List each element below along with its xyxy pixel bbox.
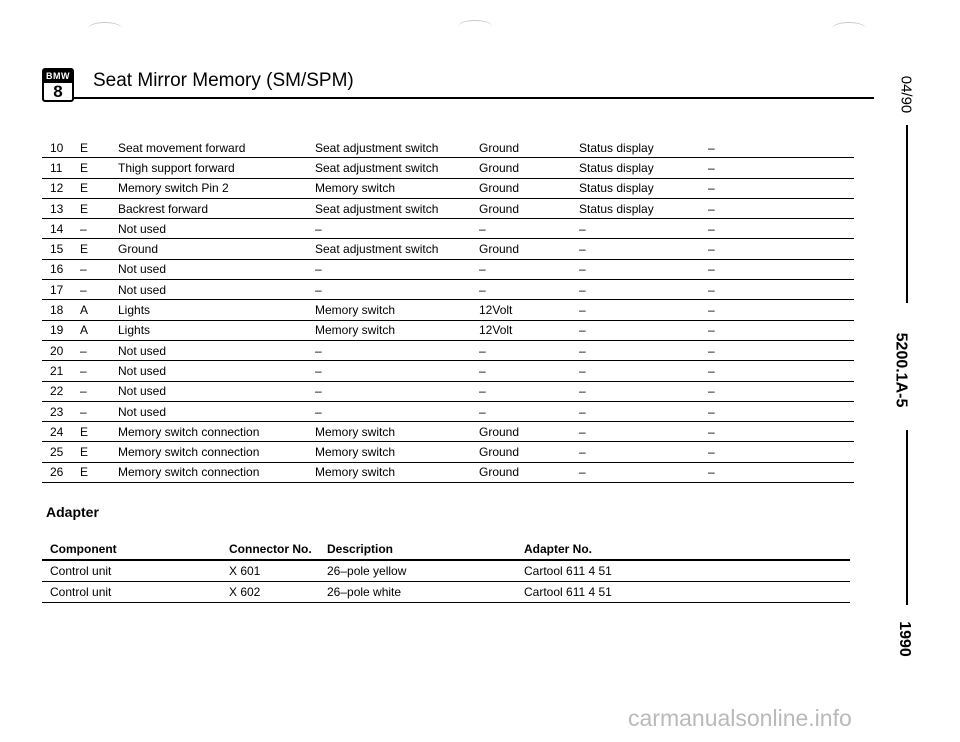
pin-cell: 12Volt bbox=[479, 320, 579, 340]
pin-cell: – bbox=[708, 361, 854, 381]
pin-cell: Memory switch connection bbox=[118, 442, 315, 462]
pin-row bbox=[42, 280, 854, 300]
pin-cell: – bbox=[579, 422, 708, 442]
pin-cell: 20 bbox=[42, 340, 80, 360]
pin-cell: Ground bbox=[479, 462, 579, 482]
pin-cell: Seat movement forward bbox=[118, 138, 315, 158]
pin-cell: – bbox=[315, 259, 479, 279]
pin-cell: 24 bbox=[42, 422, 80, 442]
pin-row bbox=[42, 178, 854, 198]
pin-cell: – bbox=[708, 300, 854, 320]
pin-row bbox=[42, 340, 854, 360]
pin-cell: Not used bbox=[118, 361, 315, 381]
pin-cell: – bbox=[708, 340, 854, 360]
pin-cell: – bbox=[479, 280, 579, 300]
logo-series-number: 8 bbox=[53, 82, 63, 101]
pin-cell: Thigh support forward bbox=[118, 158, 315, 178]
pin-cell: 18 bbox=[42, 300, 80, 320]
pin-cell: – bbox=[80, 340, 118, 360]
adapter-cell: Control unit bbox=[42, 582, 229, 603]
pin-cell: – bbox=[579, 381, 708, 401]
pin-cell: E bbox=[80, 198, 118, 218]
watermark: carmanualsonline.info bbox=[628, 705, 852, 731]
pin-cell: E bbox=[80, 178, 118, 198]
adapter-cell: 26–pole yellow bbox=[327, 560, 524, 582]
pin-cell: 14 bbox=[42, 219, 80, 239]
pin-cell: Not used bbox=[118, 280, 315, 300]
bmw-series-logo bbox=[42, 68, 74, 102]
logo-brand: BMW bbox=[46, 71, 70, 81]
pin-cell: – bbox=[579, 462, 708, 482]
pin-cell: – bbox=[708, 401, 854, 421]
pin-cell: 11 bbox=[42, 158, 80, 178]
pin-row bbox=[42, 138, 854, 158]
pin-cell: Not used bbox=[118, 401, 315, 421]
pin-cell: Ground bbox=[479, 442, 579, 462]
pin-cell: Seat adjustment switch bbox=[315, 198, 479, 218]
pin-row bbox=[42, 462, 854, 482]
pin-cell: 23 bbox=[42, 401, 80, 421]
pin-cell: – bbox=[80, 361, 118, 381]
pin-cell: E bbox=[80, 422, 118, 442]
pin-row bbox=[42, 401, 854, 421]
pin-row bbox=[42, 239, 854, 259]
pin-cell: 16 bbox=[42, 259, 80, 279]
pin-cell: Memory switch connection bbox=[118, 422, 315, 442]
pin-cell: – bbox=[708, 320, 854, 340]
pin-cell: 26 bbox=[42, 462, 80, 482]
pin-row bbox=[42, 259, 854, 279]
pin-cell: Lights bbox=[118, 300, 315, 320]
pin-row bbox=[42, 442, 854, 462]
pin-cell: Ground bbox=[479, 138, 579, 158]
pin-row bbox=[42, 300, 854, 320]
pin-cell: – bbox=[80, 381, 118, 401]
adapter-cell: Cartool 611 4 51 bbox=[524, 582, 850, 603]
pin-cell: – bbox=[708, 178, 854, 198]
adapter-header-cell: Adapter No. bbox=[524, 538, 850, 560]
adapter-header-cell: Component bbox=[42, 538, 229, 560]
pin-cell: – bbox=[708, 462, 854, 482]
pin-cell: – bbox=[80, 401, 118, 421]
pin-cell: – bbox=[708, 138, 854, 158]
adapter-row bbox=[42, 560, 850, 582]
pin-cell: 22 bbox=[42, 381, 80, 401]
pin-cell: – bbox=[315, 401, 479, 421]
pin-row bbox=[42, 219, 854, 239]
pin-cell: – bbox=[579, 219, 708, 239]
pin-cell: Not used bbox=[118, 259, 315, 279]
pin-cell: Backrest forward bbox=[118, 198, 315, 218]
adapter-cell: X 601 bbox=[229, 560, 327, 582]
adapter-header-cell: Connector No. bbox=[229, 538, 327, 560]
pin-cell: Memory switch bbox=[315, 442, 479, 462]
pin-cell: – bbox=[708, 239, 854, 259]
sidebar-year: 1990 bbox=[895, 621, 913, 657]
pin-cell: – bbox=[479, 340, 579, 360]
pin-cell: – bbox=[479, 381, 579, 401]
corner-mark-left bbox=[88, 22, 122, 35]
pin-cell: Ground bbox=[479, 198, 579, 218]
pin-cell: Memory switch bbox=[315, 320, 479, 340]
pin-cell: Status display bbox=[579, 198, 708, 218]
page-title: Seat Mirror Memory (SM/SPM) bbox=[93, 70, 354, 91]
pin-cell: 15 bbox=[42, 239, 80, 259]
pin-cell: A bbox=[80, 300, 118, 320]
sidebar-date: 04/90 bbox=[897, 75, 915, 114]
pin-cell: – bbox=[579, 401, 708, 421]
pin-cell: E bbox=[80, 462, 118, 482]
pin-cell: – bbox=[479, 219, 579, 239]
pin-cell: – bbox=[479, 401, 579, 421]
pin-cell: – bbox=[479, 361, 579, 381]
pin-row bbox=[42, 381, 854, 401]
pin-cell: – bbox=[579, 300, 708, 320]
pin-cell: Ground bbox=[479, 178, 579, 198]
pin-cell: – bbox=[315, 280, 479, 300]
adapter-table bbox=[42, 538, 850, 603]
pin-cell: – bbox=[315, 361, 479, 381]
pin-cell: E bbox=[80, 239, 118, 259]
pin-cell: – bbox=[80, 219, 118, 239]
pin-cell: E bbox=[80, 138, 118, 158]
title-rule bbox=[74, 97, 874, 99]
pin-cell: – bbox=[579, 280, 708, 300]
pin-row bbox=[42, 158, 854, 178]
pin-cell: – bbox=[315, 219, 479, 239]
pin-cell: E bbox=[80, 158, 118, 178]
pin-row bbox=[42, 361, 854, 381]
sidebar-line-1 bbox=[906, 125, 908, 303]
pin-cell: Seat adjustment switch bbox=[315, 138, 479, 158]
pin-cell: Memory switch bbox=[315, 300, 479, 320]
pin-assignment-table bbox=[42, 138, 854, 483]
pin-cell: 10 bbox=[42, 138, 80, 158]
pin-cell: Not used bbox=[118, 340, 315, 360]
pin-cell: Status display bbox=[579, 158, 708, 178]
pin-cell: Ground bbox=[479, 422, 579, 442]
pin-cell: Memory switch Pin 2 bbox=[118, 178, 315, 198]
adapter-section-title: Adapter bbox=[46, 504, 99, 520]
pin-row bbox=[42, 198, 854, 218]
adapter-cell: Control unit bbox=[42, 560, 229, 582]
pin-cell: 25 bbox=[42, 442, 80, 462]
pin-cell: – bbox=[479, 259, 579, 279]
pin-cell: Status display bbox=[579, 178, 708, 198]
pin-cell: – bbox=[315, 381, 479, 401]
pin-cell: – bbox=[579, 259, 708, 279]
adapter-header-cell: Description bbox=[327, 538, 524, 560]
pin-cell: – bbox=[708, 381, 854, 401]
pin-cell: Ground bbox=[118, 239, 315, 259]
pin-row bbox=[42, 320, 854, 340]
pin-cell: – bbox=[80, 280, 118, 300]
corner-mark-center bbox=[458, 20, 492, 33]
pin-cell: Seat adjustment switch bbox=[315, 239, 479, 259]
pin-cell: – bbox=[708, 259, 854, 279]
pin-cell: Seat adjustment switch bbox=[315, 158, 479, 178]
pin-cell: 19 bbox=[42, 320, 80, 340]
pin-cell: Lights bbox=[118, 320, 315, 340]
sidebar-line-2 bbox=[906, 430, 908, 605]
pin-cell: – bbox=[579, 320, 708, 340]
pin-cell: – bbox=[579, 239, 708, 259]
pin-cell: Memory switch connection bbox=[118, 462, 315, 482]
pin-cell: – bbox=[80, 259, 118, 279]
pin-cell: E bbox=[80, 442, 118, 462]
pin-cell: 12 bbox=[42, 178, 80, 198]
corner-mark-right bbox=[832, 22, 866, 35]
pin-cell: 17 bbox=[42, 280, 80, 300]
pin-cell: – bbox=[708, 198, 854, 218]
pin-cell: 12Volt bbox=[479, 300, 579, 320]
pin-cell: A bbox=[80, 320, 118, 340]
adapter-cell: 26–pole white bbox=[327, 582, 524, 603]
pin-cell: Memory switch bbox=[315, 178, 479, 198]
pin-cell: – bbox=[708, 158, 854, 178]
pin-cell: – bbox=[708, 422, 854, 442]
pin-cell: Memory switch bbox=[315, 462, 479, 482]
pin-row bbox=[42, 422, 854, 442]
pin-cell: – bbox=[708, 219, 854, 239]
pin-cell: Not used bbox=[118, 219, 315, 239]
pin-cell: – bbox=[315, 340, 479, 360]
pin-cell: Status display bbox=[579, 138, 708, 158]
pin-cell: Memory switch bbox=[315, 422, 479, 442]
pin-cell: – bbox=[708, 280, 854, 300]
pin-cell: – bbox=[579, 340, 708, 360]
pin-cell: 13 bbox=[42, 198, 80, 218]
adapter-cell: X 602 bbox=[229, 582, 327, 603]
sidebar-code: 5200.1A-5 bbox=[892, 332, 910, 408]
pin-cell: Ground bbox=[479, 239, 579, 259]
adapter-row bbox=[42, 582, 850, 603]
pin-cell: – bbox=[708, 442, 854, 462]
pin-cell: 21 bbox=[42, 361, 80, 381]
pin-cell: Ground bbox=[479, 158, 579, 178]
pin-cell: – bbox=[579, 442, 708, 462]
pin-cell: – bbox=[579, 361, 708, 381]
pin-cell: Not used bbox=[118, 381, 315, 401]
adapter-cell: Cartool 611 4 51 bbox=[524, 560, 850, 582]
